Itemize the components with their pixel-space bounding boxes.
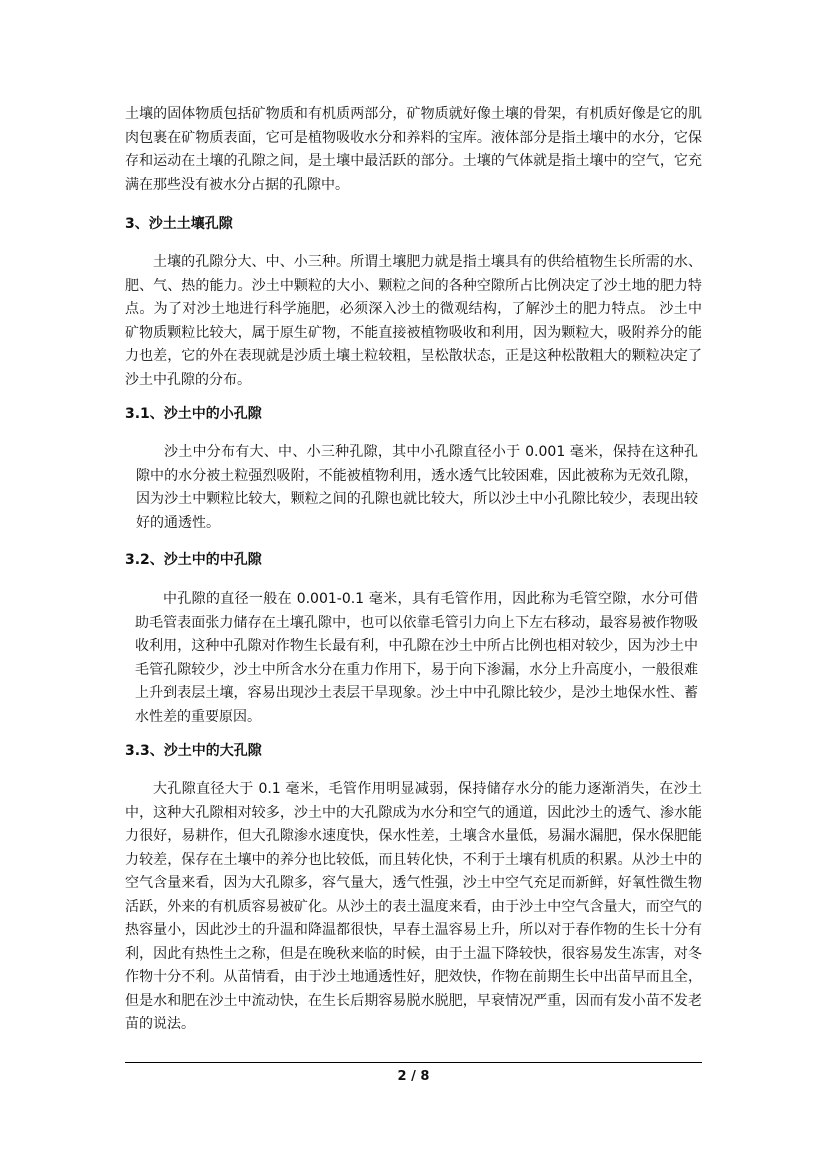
section-3-3-paragraph: 大孔隙直径大于 0.1 毫米，毛管作用明显减弱，保持储存水分的能力逐渐消失，在沙土中，这种大孔隙相对较多，沙土中的大孔隙成为水分和空气的通道，因此沙土的透气、渗水能力很好，易耕作，但大孔隙渗水速度快，保水性差，土壤含水量低，易漏水漏肥，保水保肥能力较差，保存在土壤中的养分也比较低，而且转化快，不利于土壤有机质的积累。从沙土中的空气含量来看，因为大孔隙多，容气量大，透气性强，沙土中空气充足而新鲜，好氧性微生物活跃，外来的有机质容易被矿化。从沙土的表土温度来看，由于沙土中空气含量大，而空气的热容量小，因此沙土的升温和降温都很快，早春土温容易上升，所以对于春作物的生长十分有利，因此有热性土之称，但是在晚秋来临的时候，由于土温下降较快，很容易发生冻害，对冬作物十分不利。从苗情看，由于沙土地通透性好，肥效快，作物在前期生长中出苗早而且全，但是水和肥在沙土中流动快，在生长后期容易脱水脱肥，早衰情况严重，因而有发小苗不发老苗的说法。 — [125, 781, 702, 1032]
page-number: 2 / 8 — [397, 1069, 430, 1084]
section-3-1-heading: 3.1、沙土中的小孔隙 — [125, 406, 262, 422]
section-3-1-paragraph: 沙土中分布有大、中、小三种孔隙，其中小孔隙直径小于 0.001 毫米，保持在这种孔隙中的水分被土粒强烈吸附，不能被植物利用，透水透气比较困难，因此被称为无效孔隙，因为沙土中颗粒比较大，颗粒之间的孔隙也就比较大，所以沙土中小孔隙比较少，表现出较好的通透性。 — [136, 444, 698, 531]
section-3-2-paragraph: 中孔隙的直径一般在 0.001-0.1 毫米，具有毛管作用，因此称为毛管空隙，水分可借助毛管表面张力储存在土壤孔隙中，也可以依靠毛管引力向上下左右移动，最容易被作物吸收利用，这种中孔隙对作物生长最有利，中孔隙在沙土中所占比例也相对较少，因为沙土中毛管孔隙较少，沙土中所含水分在重力作用下，易于向下渗漏，水分上升高度小，一般很难上升到表层土壤，容易出现沙土表层干旱现象。沙土中中孔隙比较少，是沙土地保水性、蓄水性差的重要原因。 — [135, 591, 698, 725]
intro-paragraph: 土壤的固体物质包括矿物质和有机质两部分，矿物质就好像土壤的骨架，有机质好像是它的肌肉包裹在矿物质表面，它可是植物吸收水分和养料的宝库。液体部分是指土壤中的水分，它保存和运动在土壤的孔隙之间，是土壤中最活跃的部分。土壤的气体就是指土壤中的空气，它充满在那些没有被水分占据的孔隙中。 — [125, 106, 702, 193]
section-3-paragraph: 土壤的孔隙分大、中、小三种。所谓土壤肥力就是指土壤具有的供给植物生长所需的水、肥、气、热的能力。沙土中颗粒的大小、颗粒之间的各种空隙所占比例决定了沙土地的肥力特点。为了对沙土地进行科学施肥，必须深入沙土的微观结构，了解沙土的肥力特点。 沙土中矿物质颗粒比较大，属于原生矿物，不能直接被植物吸收和利用，因为颗粒大，吸附养分的能力也差，它的外在表现就是沙质土壤土粒较粗，呈松散状态，正是这种松散粗大的颗粒决定了沙土中孔隙的分布。 — [125, 254, 702, 388]
section-3-2-heading: 3.2、沙土中的中孔隙 — [125, 552, 262, 568]
section-3-3-heading: 3.3、沙土中的大孔隙 — [125, 743, 262, 759]
footer-divider — [125, 1062, 702, 1063]
section-3-heading: 3、沙土土壤孔隙 — [125, 216, 233, 232]
